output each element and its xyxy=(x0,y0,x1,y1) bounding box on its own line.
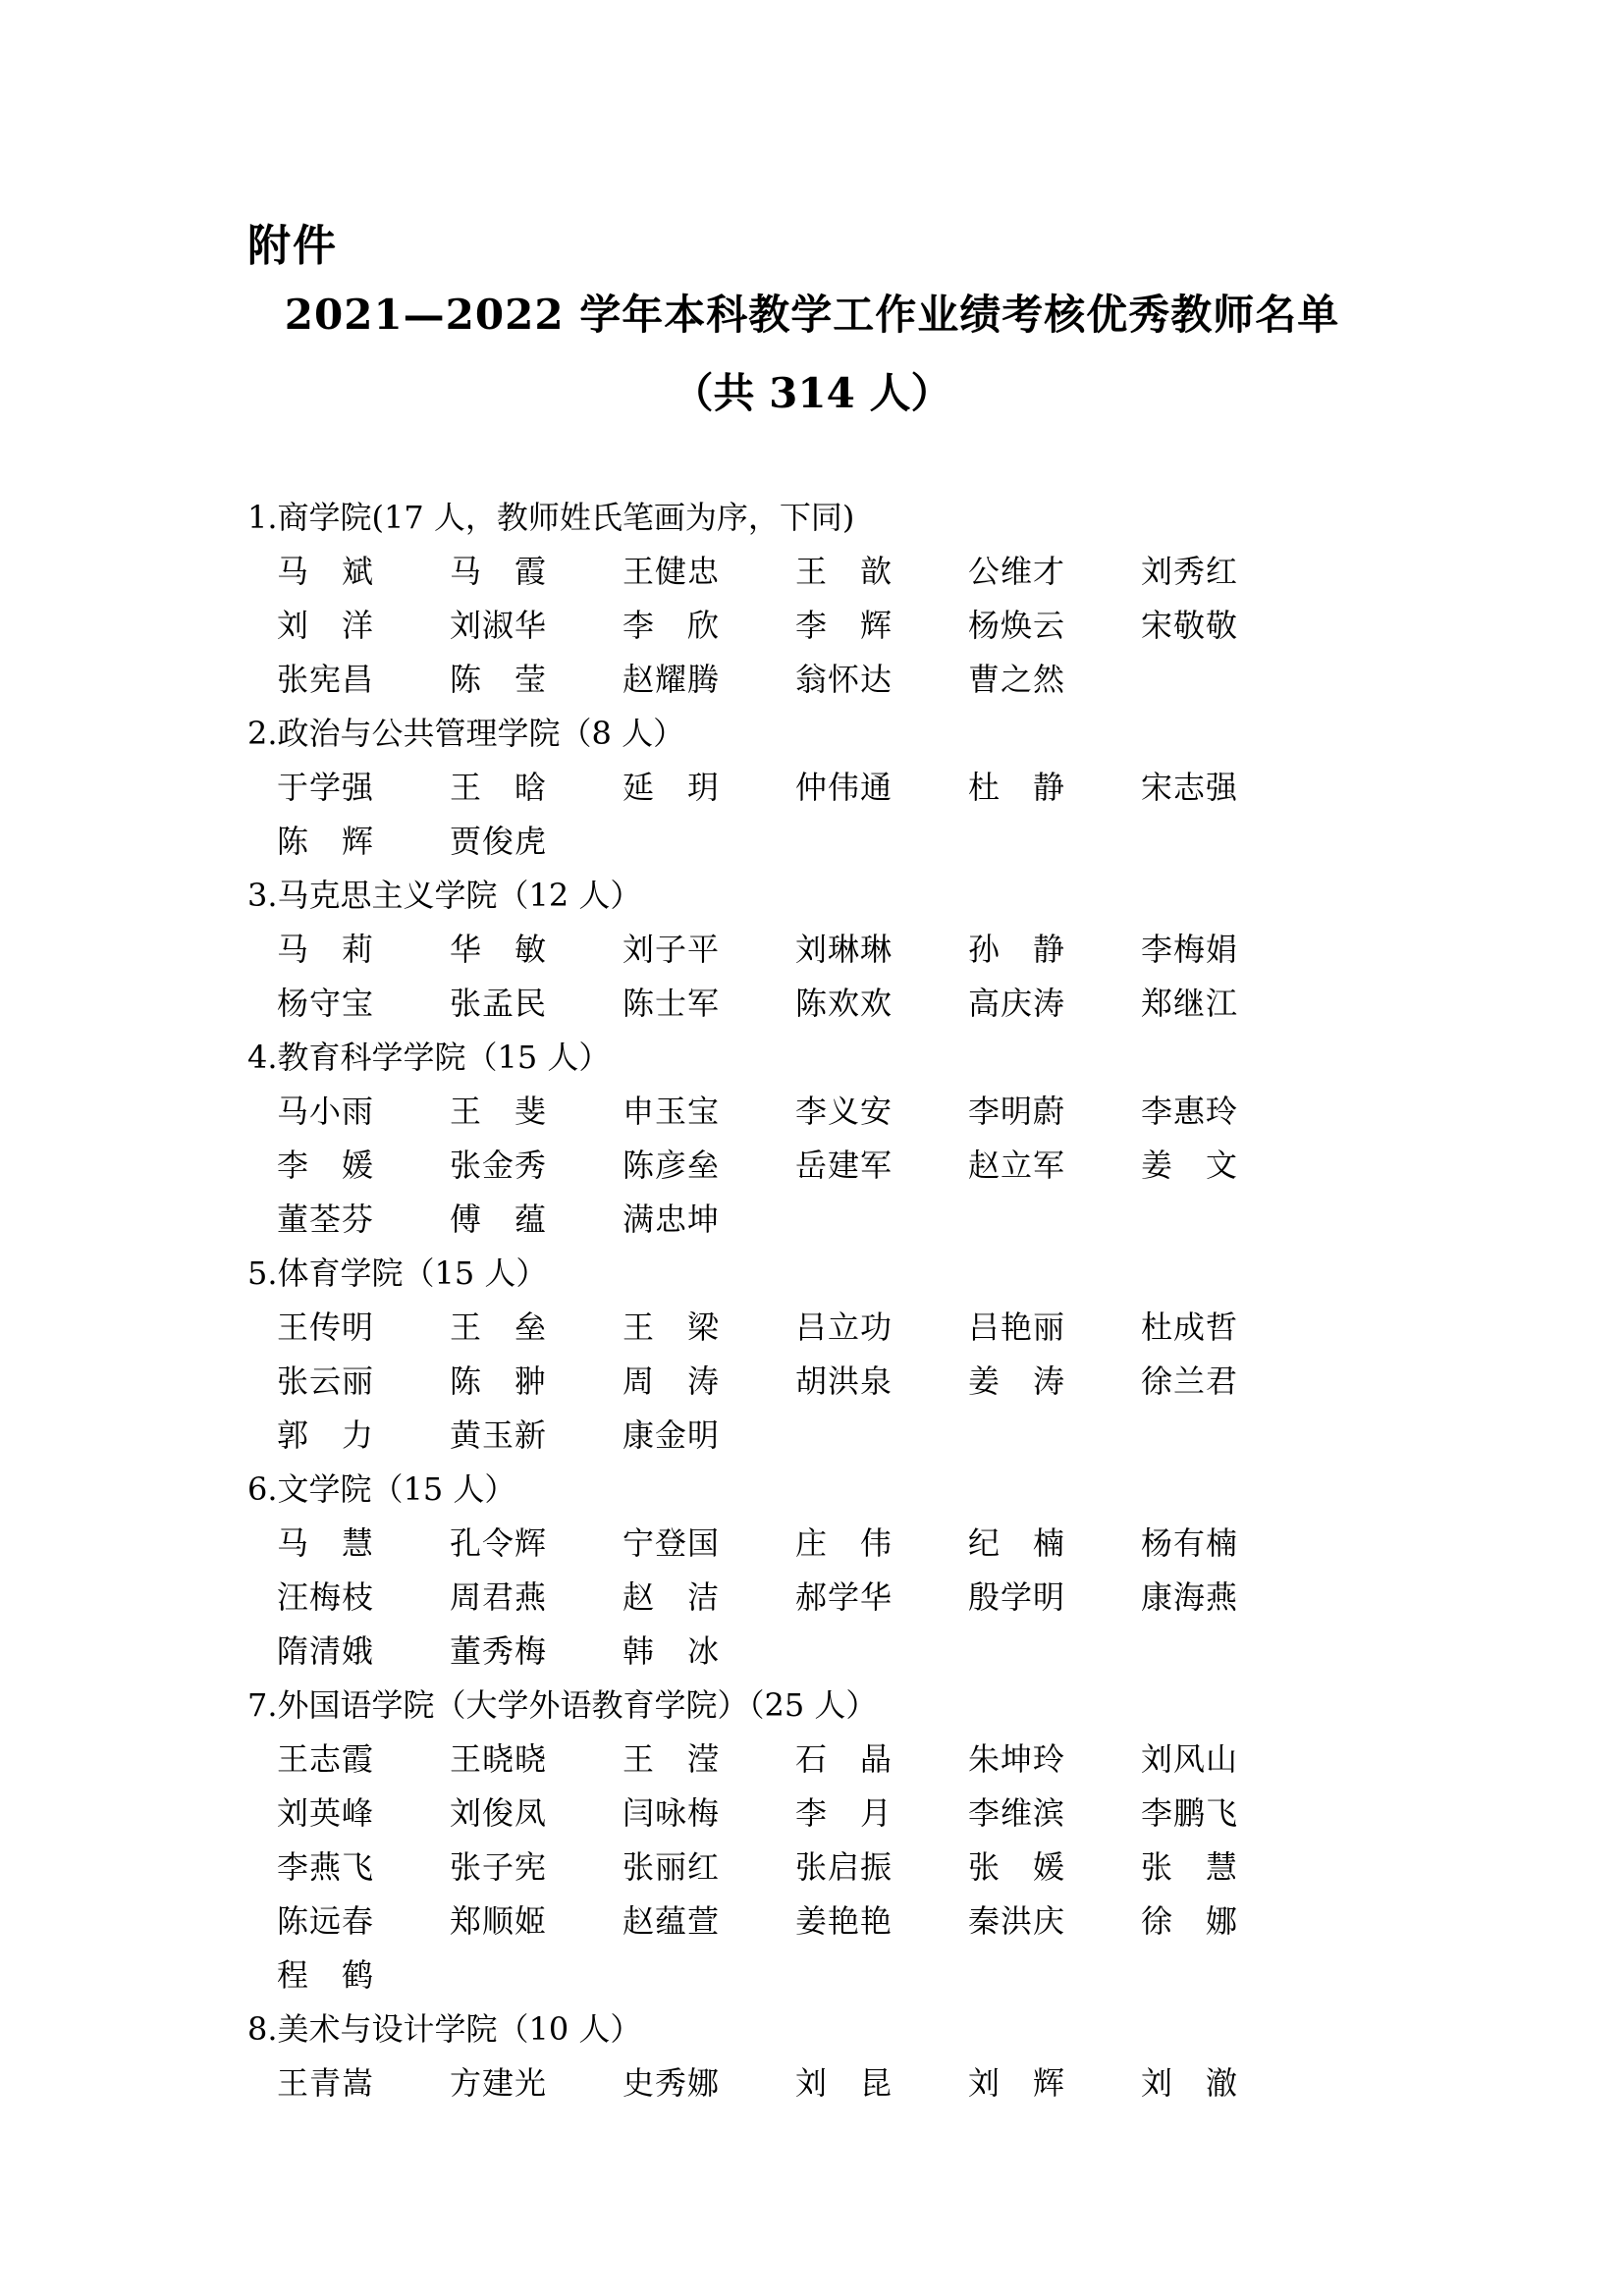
teacher-name: 赵 洁 xyxy=(623,1578,721,1616)
teacher-name: 马 慧 xyxy=(277,1524,375,1562)
teacher-name: 王 梁 xyxy=(623,1308,721,1346)
teacher-name: 曹之然 xyxy=(968,661,1066,698)
teacher-name: 申玉宝 xyxy=(623,1093,721,1130)
teacher-name: 隋清娥 xyxy=(277,1632,375,1670)
section-heading: 1.商学院(17 人，教师姓氏笔画为序，下同) xyxy=(247,499,855,536)
teacher-name: 程 鹤 xyxy=(277,1956,375,1994)
teacher-name: 周 涛 xyxy=(623,1362,721,1400)
teacher-name: 公维才 xyxy=(968,553,1066,590)
teacher-name: 马 莉 xyxy=(277,931,375,968)
teacher-name: 华 敏 xyxy=(450,931,548,968)
teacher-name: 石 晶 xyxy=(795,1740,893,1778)
name-row xyxy=(247,923,1386,977)
teacher-name: 满忠坤 xyxy=(623,1201,721,1238)
teacher-name: 姜 涛 xyxy=(968,1362,1066,1400)
teacher-name: 李 辉 xyxy=(795,607,893,644)
teacher-name: 刘英峰 xyxy=(277,1794,375,1832)
teacher-name: 王 滢 xyxy=(623,1740,721,1778)
teacher-name: 孔令辉 xyxy=(450,1524,548,1562)
name-row xyxy=(247,1301,1386,1355)
name-row xyxy=(247,1841,1386,1895)
teacher-name: 翁怀达 xyxy=(795,661,893,698)
attachment-label: 附件 xyxy=(247,221,338,271)
teacher-name: 郭 力 xyxy=(277,1416,375,1454)
teacher-name: 李 月 xyxy=(795,1794,893,1832)
teacher-name: 宋志强 xyxy=(1141,769,1239,806)
teacher-name: 周君燕 xyxy=(450,1578,548,1616)
teacher-name: 张宪昌 xyxy=(277,661,375,698)
teacher-name: 吕艳丽 xyxy=(968,1308,1066,1346)
section-heading: 3.马克思主义学院（12 人） xyxy=(247,877,642,914)
teacher-name: 李 媛 xyxy=(277,1147,375,1184)
teacher-name: 刘琳琳 xyxy=(795,931,893,968)
teacher-name: 马小雨 xyxy=(277,1093,375,1130)
teacher-name: 徐 娜 xyxy=(1141,1902,1239,1940)
teacher-name: 闫咏梅 xyxy=(623,1794,721,1832)
teacher-name: 王 垒 xyxy=(450,1308,548,1346)
teacher-name: 郝学华 xyxy=(795,1578,893,1616)
teacher-name: 秦洪庆 xyxy=(968,1902,1066,1940)
name-row xyxy=(247,1409,1386,1463)
teacher-name: 徐兰君 xyxy=(1141,1362,1239,1400)
teacher-list xyxy=(247,491,1386,2110)
teacher-name: 张丽红 xyxy=(623,1848,721,1886)
teacher-name: 王青嵩 xyxy=(277,2064,375,2102)
teacher-name: 董荃芬 xyxy=(277,1201,375,1238)
teacher-name: 刘秀红 xyxy=(1141,553,1239,590)
teacher-name: 吕立功 xyxy=(795,1308,893,1346)
name-row xyxy=(247,977,1386,1031)
teacher-name: 张金秀 xyxy=(450,1147,548,1184)
teacher-name: 张 慧 xyxy=(1141,1848,1239,1886)
teacher-name: 刘 洋 xyxy=(277,607,375,644)
teacher-name: 刘子平 xyxy=(623,931,721,968)
teacher-name: 李惠玲 xyxy=(1141,1093,1239,1130)
teacher-name: 贾俊虎 xyxy=(450,823,548,860)
teacher-name: 史秀娜 xyxy=(623,2064,721,2102)
name-row xyxy=(247,761,1386,815)
name-row xyxy=(247,1949,1386,2002)
teacher-name: 姜艳艳 xyxy=(795,1902,893,1940)
teacher-name: 郑顺姬 xyxy=(450,1902,548,1940)
teacher-name: 陈欢欢 xyxy=(795,985,893,1022)
teacher-name: 朱坤玲 xyxy=(968,1740,1066,1778)
teacher-name: 康金明 xyxy=(623,1416,721,1454)
teacher-name: 李义安 xyxy=(795,1093,893,1130)
teacher-name: 汪梅枝 xyxy=(277,1578,375,1616)
teacher-name: 胡洪泉 xyxy=(795,1362,893,1400)
teacher-name: 王志霞 xyxy=(277,1740,375,1778)
teacher-name: 陈士军 xyxy=(623,985,721,1022)
section-heading: 7.外国语学院（大学外语教育学院）（25 人） xyxy=(247,1686,878,1724)
teacher-name: 傅 蕴 xyxy=(450,1201,548,1238)
teacher-name: 陈彦垒 xyxy=(623,1147,721,1184)
teacher-name: 马 霞 xyxy=(450,553,548,590)
teacher-name: 赵立军 xyxy=(968,1147,1066,1184)
name-row xyxy=(247,815,1386,869)
teacher-name: 杨有楠 xyxy=(1141,1524,1239,1562)
teacher-name: 杜成哲 xyxy=(1141,1308,1239,1346)
teacher-name: 庄 伟 xyxy=(795,1524,893,1562)
teacher-name: 张云丽 xyxy=(277,1362,375,1400)
teacher-name: 高庆涛 xyxy=(968,985,1066,1022)
teacher-name: 岳建军 xyxy=(795,1147,893,1184)
teacher-name: 殷学明 xyxy=(968,1578,1066,1616)
teacher-name: 康海燕 xyxy=(1141,1578,1239,1616)
teacher-name: 孙 静 xyxy=(968,931,1066,968)
name-row xyxy=(247,1733,1386,1787)
teacher-name: 方建光 xyxy=(450,2064,548,2102)
teacher-name: 赵蕴萱 xyxy=(623,1902,721,1940)
teacher-name: 李维滨 xyxy=(968,1794,1066,1832)
section-heading: 8.美术与设计学院（10 人） xyxy=(247,2010,642,2048)
teacher-name: 陈 辉 xyxy=(277,823,375,860)
teacher-name: 李鹏飞 xyxy=(1141,1794,1239,1832)
teacher-name: 李 欣 xyxy=(623,607,721,644)
teacher-name: 杨焕云 xyxy=(968,607,1066,644)
teacher-name: 刘风山 xyxy=(1141,1740,1239,1778)
name-row xyxy=(247,599,1386,653)
teacher-name: 王晓晓 xyxy=(450,1740,548,1778)
section-heading: 6.文学院（15 人） xyxy=(247,1470,516,1508)
section-heading: 4.教育科学学院（15 人） xyxy=(247,1039,611,1076)
teacher-name: 王健忠 xyxy=(623,553,721,590)
teacher-name: 仲伟通 xyxy=(795,769,893,806)
teacher-name: 张 媛 xyxy=(968,1848,1066,1886)
document-title: 2021—2022 学年本科教学工作业绩考核优秀教师名单 xyxy=(284,291,1340,339)
teacher-name: 刘俊凤 xyxy=(450,1794,548,1832)
teacher-name: 张启振 xyxy=(795,1848,893,1886)
teacher-name: 刘 辉 xyxy=(968,2064,1066,2102)
teacher-name: 郑继江 xyxy=(1141,985,1239,1022)
teacher-name: 赵耀腾 xyxy=(623,661,721,698)
teacher-name: 刘 澈 xyxy=(1141,2064,1239,2102)
teacher-name: 张子宪 xyxy=(450,1848,548,1886)
teacher-name: 杨守宝 xyxy=(277,985,375,1022)
name-row xyxy=(247,1139,1386,1193)
teacher-name: 宁登国 xyxy=(623,1524,721,1562)
teacher-name: 王 晗 xyxy=(450,769,548,806)
teacher-name: 姜 文 xyxy=(1141,1147,1239,1184)
name-row xyxy=(247,653,1386,707)
teacher-name: 李梅娟 xyxy=(1141,931,1239,968)
teacher-name: 王传明 xyxy=(277,1308,375,1346)
teacher-name: 于学强 xyxy=(277,769,375,806)
name-row xyxy=(247,2056,1386,2110)
teacher-name: 宋敬敬 xyxy=(1141,607,1239,644)
teacher-name: 陈 莹 xyxy=(450,661,548,698)
name-row xyxy=(247,1085,1386,1139)
teacher-name: 韩 冰 xyxy=(623,1632,721,1670)
teacher-name: 延 玥 xyxy=(623,769,721,806)
teacher-name: 杜 静 xyxy=(968,769,1066,806)
name-row xyxy=(247,1625,1386,1679)
name-row xyxy=(247,1571,1386,1625)
teacher-name: 李明蔚 xyxy=(968,1093,1066,1130)
section-heading: 2.政治与公共管理学院（8 人） xyxy=(247,715,685,752)
teacher-name: 王 歆 xyxy=(795,553,893,590)
teacher-name: 陈 翀 xyxy=(450,1362,548,1400)
name-row xyxy=(247,1787,1386,1841)
name-row xyxy=(247,1517,1386,1571)
teacher-name: 陈远春 xyxy=(277,1902,375,1940)
teacher-name: 李燕飞 xyxy=(277,1848,375,1886)
name-row xyxy=(247,545,1386,599)
teacher-name: 刘 昆 xyxy=(795,2064,893,2102)
teacher-name: 马 斌 xyxy=(277,553,375,590)
teacher-name: 刘淑华 xyxy=(450,607,548,644)
teacher-name: 黄玉新 xyxy=(450,1416,548,1454)
teacher-name: 张孟民 xyxy=(450,985,548,1022)
teacher-name: 董秀梅 xyxy=(450,1632,548,1670)
name-row xyxy=(247,1193,1386,1247)
document-subtitle: （共 314 人） xyxy=(672,369,952,417)
teacher-name: 纪 楠 xyxy=(968,1524,1066,1562)
name-row xyxy=(247,1355,1386,1409)
section-heading: 5.体育学院（15 人） xyxy=(247,1255,548,1292)
name-row xyxy=(247,1895,1386,1949)
teacher-name: 王 斐 xyxy=(450,1093,548,1130)
